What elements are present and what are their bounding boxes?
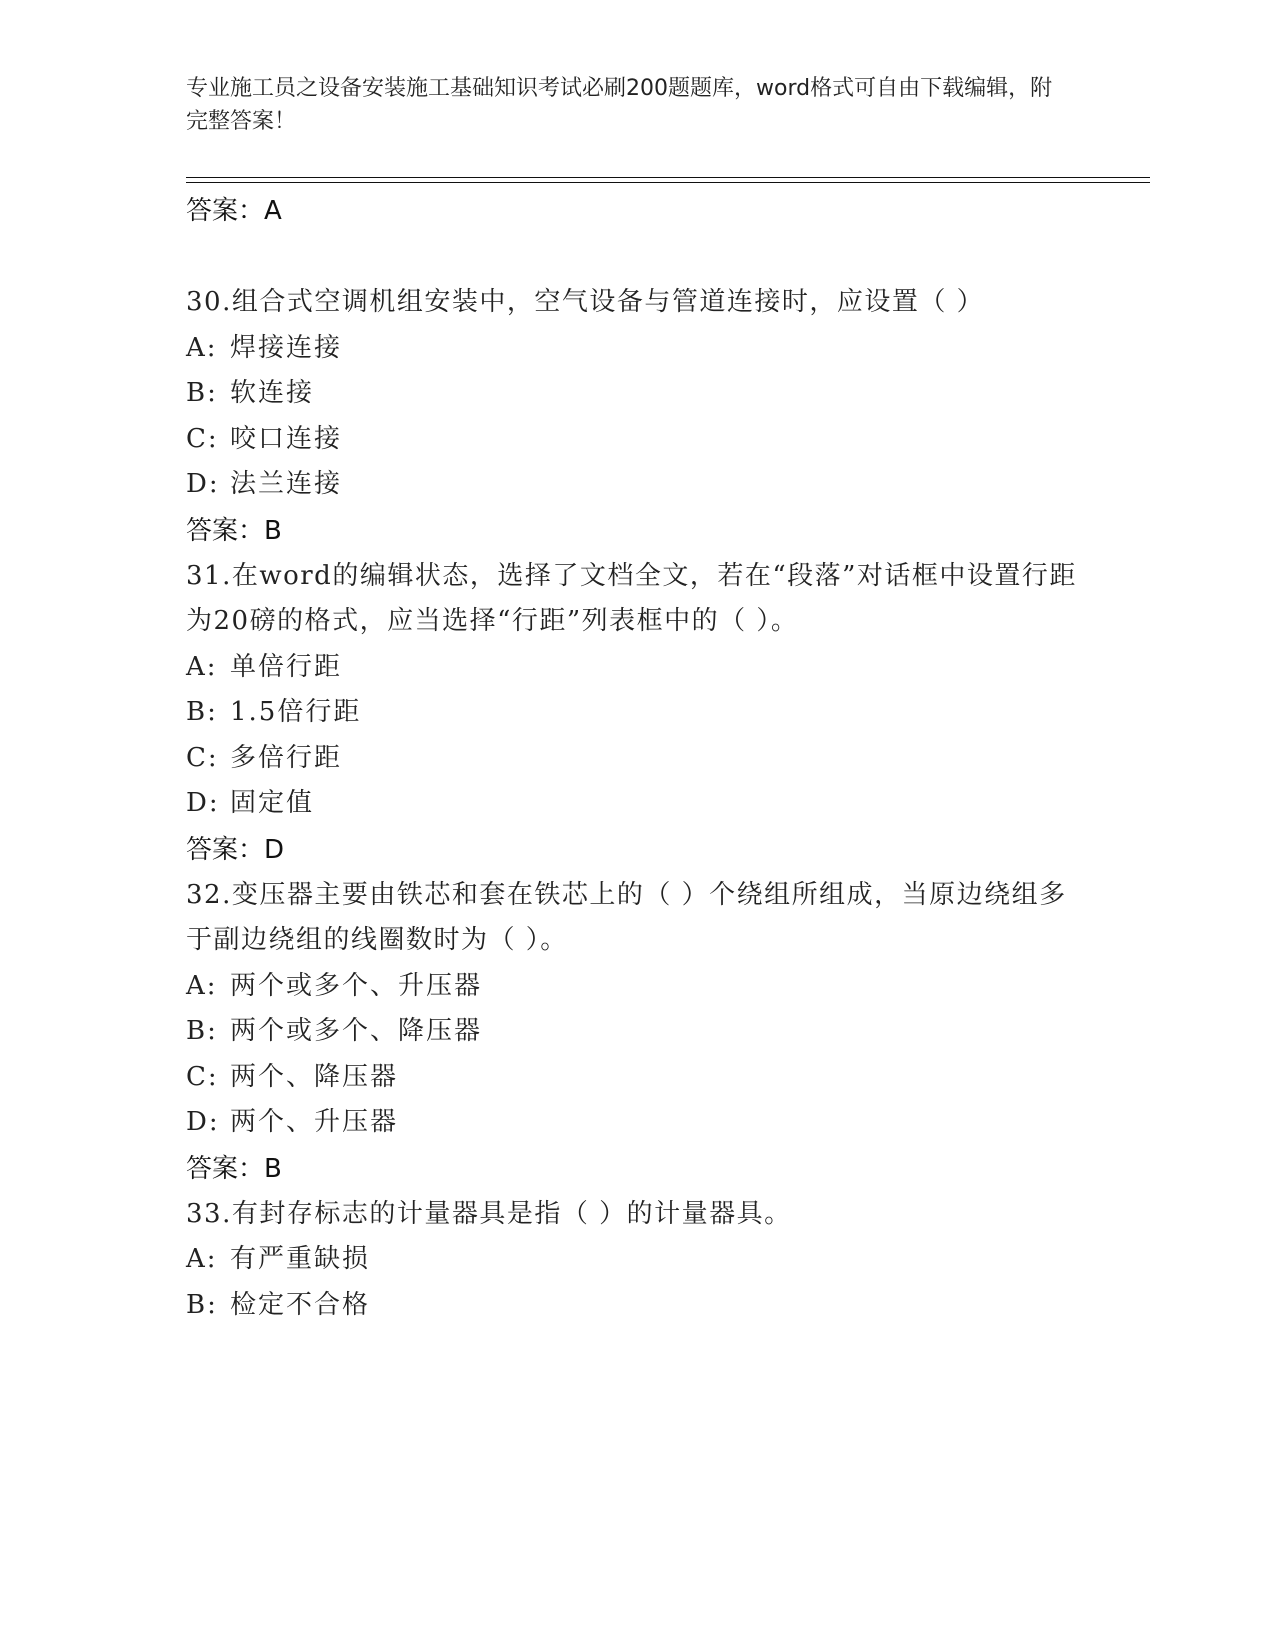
header-divider-bottom (186, 182, 1150, 183)
option-letter: A: (186, 332, 218, 363)
option-letter: B: (186, 1289, 218, 1320)
question-text: 31.在word的编辑状态，选择了文档全文，若在“段落”对话框中设置行距为20磅的格式，应当选择“行距”列表框中的（ ）。 (186, 560, 1077, 636)
option-text: 有严重缺损 (230, 1244, 371, 1274)
question-block (186, 873, 1086, 1192)
question-text: 33.有封存标志的计量器具是指（ ）的计量器具。 (186, 1198, 792, 1229)
answer-line: 答案：B (186, 515, 282, 546)
answer-option (186, 781, 1086, 827)
option-text: 法兰连接 (230, 469, 343, 499)
document-header-title: 专业施工员之设备安装施工基础知识考试必刷200题题库，word格式可自由下载编辑，附完整答案！ (186, 76, 1053, 134)
answer-option (186, 1283, 1086, 1329)
answer-option (186, 326, 1086, 372)
option-letter: C: (186, 742, 219, 773)
option-text: 固定值 (230, 788, 315, 818)
question-text: 32.变压器主要由铁芯和套在铁芯上的（ ）个绕组所组成，当原边绕组多于副边绕组的线圈数时为（ ）。 (186, 879, 1067, 955)
option-text: 软连接 (230, 378, 315, 408)
option-text: 咬口连接 (230, 423, 343, 454)
option-text: 两个、升压器 (230, 1107, 399, 1137)
option-text: 检定不合格 (230, 1289, 371, 1320)
option-text: 焊接连接 (230, 332, 343, 363)
option-letter: A: (186, 651, 218, 682)
answer-option (186, 736, 1086, 782)
option-letter: B: (186, 1016, 218, 1046)
answer-option (186, 1009, 1086, 1055)
option-text: 单倍行距 (230, 651, 343, 682)
option-letter: D: (186, 788, 220, 818)
option-letter: D: (186, 1107, 220, 1137)
answer-option (186, 964, 1086, 1010)
answer-option (186, 645, 1086, 691)
answer-line: 答案：B (186, 1153, 282, 1184)
option-text: 多倍行距 (230, 742, 343, 773)
option-letter: A: (186, 970, 218, 1001)
question-block (186, 1192, 1086, 1329)
option-text: 两个、降压器 (230, 1061, 399, 1092)
option-letter: C: (186, 1061, 219, 1092)
option-letter: B: (186, 378, 218, 408)
option-letter: D: (186, 469, 220, 499)
option-text: 两个或多个、降压器 (230, 1016, 483, 1046)
answer-line: 答案：D (186, 834, 285, 865)
option-letter: B: (186, 697, 218, 727)
answer-option (186, 1055, 1086, 1101)
question-block (186, 554, 1086, 873)
answer-option (186, 462, 1086, 508)
answer-option (186, 371, 1086, 417)
answer-option (186, 1237, 1086, 1283)
option-text: 两个或多个、升压器 (230, 970, 483, 1001)
option-letter: C: (186, 423, 219, 454)
option-text: 1.5倍行距 (230, 697, 362, 727)
answer-option (186, 1100, 1086, 1146)
question-list (186, 188, 1086, 1328)
answer-option (186, 417, 1086, 463)
answer-line: 答案：A (186, 196, 282, 226)
option-letter: A: (186, 1244, 218, 1274)
question-block (186, 280, 1086, 554)
header-divider-top (186, 177, 1150, 178)
answer-option (186, 690, 1086, 736)
question-text: 30.组合式空调机组安装中，空气设备与管道连接时，应设置（ ） (186, 287, 985, 317)
